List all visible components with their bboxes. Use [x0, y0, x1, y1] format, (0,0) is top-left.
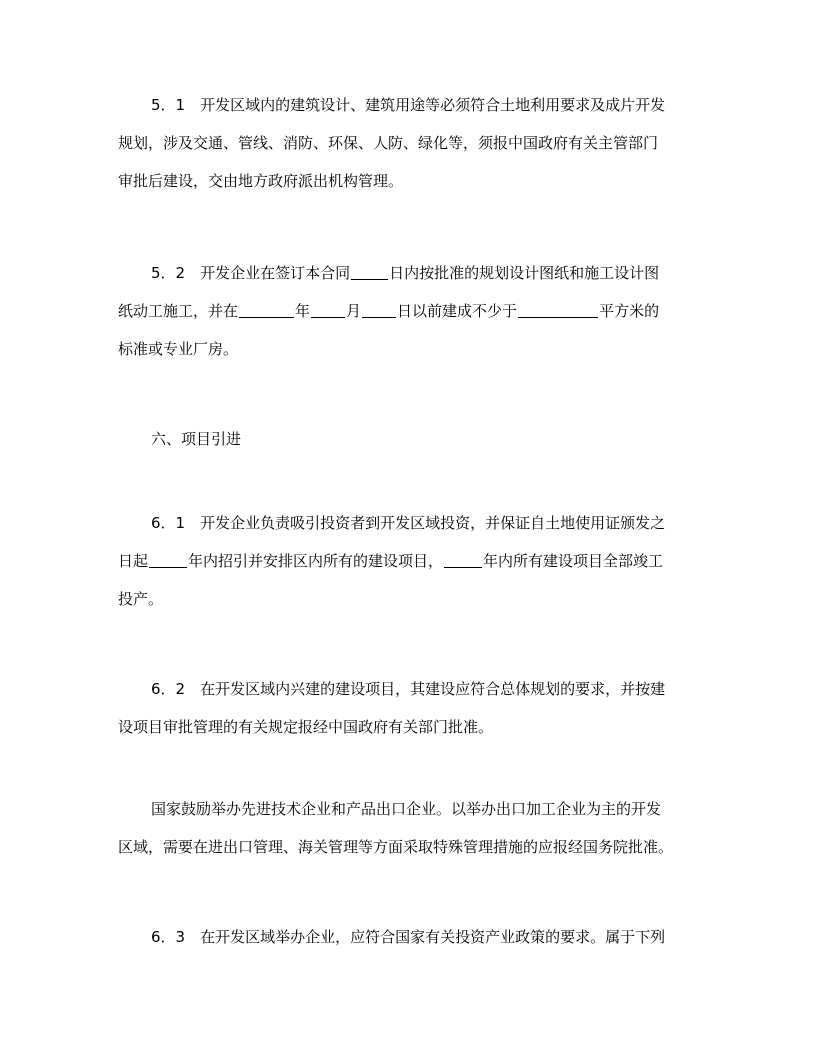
section-6-title: 六、项目引进 [151, 430, 242, 448]
clause-6-3-line-1: 6．3 在开发区域举办企业，应符合国家有关投资产业政策的要求。属于下列 [151, 928, 666, 946]
clause-6-1-text-b: 年内招引并安排区内所有的建设项目， [188, 552, 444, 570]
national-encouragement-line-1: 国家鼓励举办先进技术企业和产品出口企业。以举办出口加工企业为主的开发 [151, 800, 662, 818]
clause-5-2-line-1 [118, 254, 704, 292]
clause-6-1-line-3: 投产。 [118, 590, 164, 608]
recruit-years-blank [149, 551, 187, 568]
area-blank [518, 301, 598, 318]
national-encouragement-line-2: 区域，需要在进出口管理、海关管理等方面采取特殊管理措施的应报经国务院批准。 [118, 838, 674, 856]
completion-years-blank [444, 551, 482, 568]
clause-5-1 [118, 86, 704, 200]
clause-5-2 [118, 254, 704, 368]
clause-5-2-text-e: 平方米的 [599, 302, 660, 320]
days-blank [351, 263, 388, 280]
clause-6-3 [118, 918, 704, 956]
clause-5-2-text-b: 日内按批准的规划设计图纸和施工设计图 [389, 264, 660, 282]
clause-5-2-line-3: 标准或专业厂房。 [118, 340, 239, 358]
year-blank [239, 301, 294, 318]
clause-5-1-line-2: 规划，涉及交通、管线、消防、环保、人防、绿化等，须报中国政府有关主管部门 [118, 134, 659, 152]
year-label: 年 [295, 302, 311, 320]
clause-6-2-line-1: 6．2 在开发区域内兴建的建设项目，其建设应符合总体规划的要求，并按建 [151, 680, 666, 698]
clause-6-2 [118, 670, 704, 746]
clause-6-1-line-2 [118, 542, 704, 580]
clause-6-2-line-2: 设项目审批管理的有关规定报经中国政府有关部门批准。 [118, 718, 494, 736]
month-blank [311, 301, 345, 318]
clause-5-2-text-d: 日以前建成不少于 [397, 302, 518, 320]
clause-6-1 [118, 504, 704, 618]
clause-5-2-text-a: 5．2 开发企业在签订本合同 [151, 264, 351, 282]
clause-5-2-line-2 [118, 292, 704, 330]
clause-5-2-text-c: 纸动工施工，并在 [118, 302, 239, 320]
clause-6-1-text-c: 年内所有建设项目全部竣工 [483, 552, 664, 570]
clause-5-1-line-3: 审批后建设，交由地方政府派出机构管理。 [118, 172, 404, 190]
day-blank [362, 301, 396, 318]
clause-6-1-text-a: 日起 [118, 552, 149, 570]
month-label: 月 [346, 302, 362, 320]
clause-5-1-line-1: 5．1 开发区域内的建筑设计、建筑用途等必须符合土地利用要求及成片开发 [151, 96, 666, 114]
national-encouragement [118, 790, 704, 866]
section-6-heading [118, 420, 704, 458]
clause-6-1-line-1: 6．1 开发企业负责吸引投资者到开发区域投资，并保证自土地使用证颁发之 [151, 514, 666, 532]
